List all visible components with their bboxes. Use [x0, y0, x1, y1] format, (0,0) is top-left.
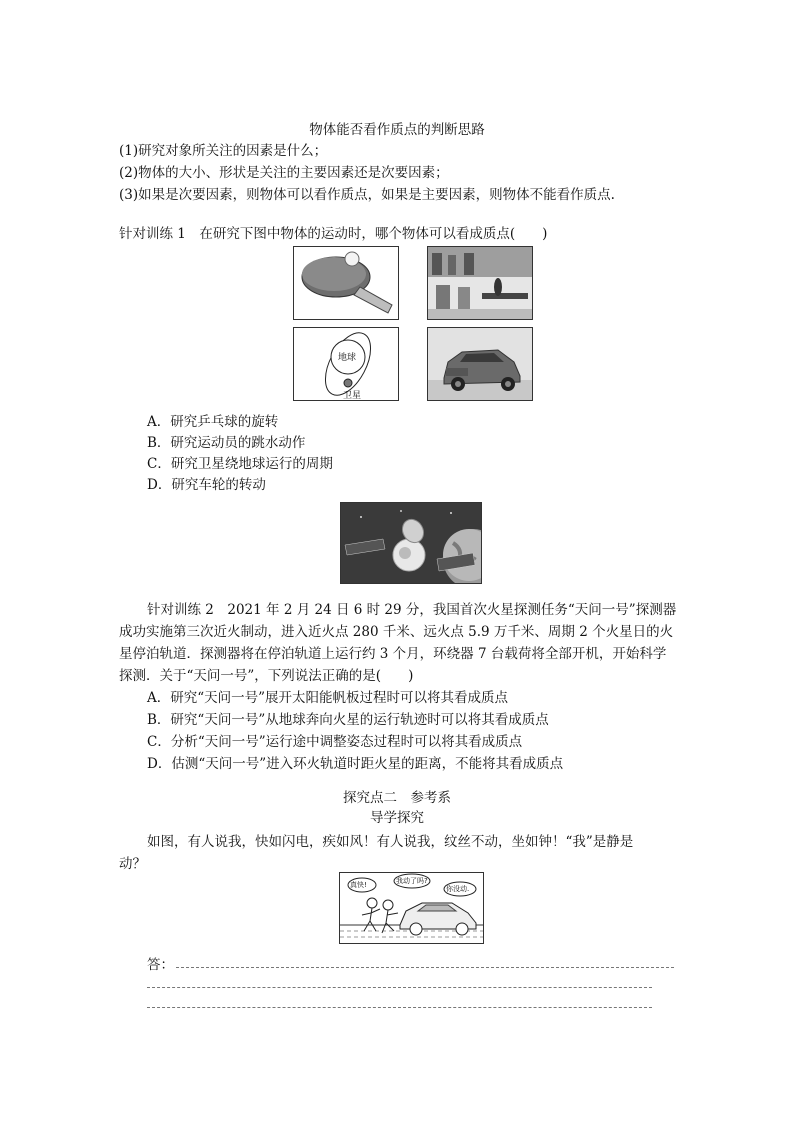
- q2-option-a: A．研究“天问一号”展开太阳能帆板过程时可以将其看成质点: [147, 690, 509, 706]
- q2-stem-line-1: 针对训练 2 2021 年 2 月 24 日 6 时 29 分，我国首次火星探测任务“天问一号”探测器: [147, 602, 677, 618]
- section-para-line-2: 动？: [119, 856, 146, 872]
- q2-option-c: C．分析“天问一号”运行途中调整姿态过程时可以将其看成质点: [147, 734, 523, 750]
- q1-option-b: B．研究运动员的跳水动作: [147, 435, 306, 451]
- tianwen-probe-photo: [340, 502, 482, 584]
- q2-option-d: D．估测“天问一号”进入环火轨道时距火星的距离，不能将其看成质点: [147, 756, 564, 772]
- tips-line-3: (3)如果是次要因素，则物体可以看作质点，如果是主要因素，则物体不能看作质点.: [119, 187, 615, 203]
- answer-label: 答：: [147, 957, 174, 973]
- tips-line-2: (2)物体的大小、形状是关注的主要因素还是次要因素；: [119, 165, 449, 181]
- pingpong-paddle-figure: [293, 246, 399, 320]
- q2-stem-line-3: 星停泊轨道．探测器将在停泊轨道上运行约 3 个月，环绕器 7 台载荷将全部开机，开始科学: [119, 646, 667, 662]
- answer-line-3[interactable]: [147, 1007, 652, 1008]
- car-photo: [427, 327, 533, 401]
- section-title: 探究点二 参考系: [343, 790, 451, 806]
- answer-line-1[interactable]: [176, 967, 674, 968]
- diving-photo: [427, 246, 533, 320]
- bubble-no-move: 你没动.: [446, 885, 470, 893]
- tips-title: 物体能否看作质点的判断思路: [309, 122, 485, 138]
- tips-line-1: (1)研究对象所关注的因素是什么；: [119, 143, 328, 159]
- q1-option-a: A．研究乒乓球的旋转: [147, 414, 279, 430]
- reference-frame-cartoon: [339, 872, 484, 944]
- satellite-label: 卫星: [343, 391, 362, 401]
- q1-stem: 针对训练 1 在研究下图中物体的运动时，哪个物体可以看成质点( ): [119, 226, 548, 242]
- q1-option-c: C．研究卫星绕地球运行的周期: [147, 456, 333, 472]
- earth-label: 地球: [338, 353, 357, 363]
- q2-stem-line-4: 探测．关于“天问一号”，下列说法正确的是( ): [119, 668, 414, 684]
- q1-option-d: D．研究车轮的转动: [147, 477, 266, 493]
- section-para-line-1: 如图，有人说我，快如闪电，疾如风！有人说我，纹丝不动，坐如钟！“我”是静是: [147, 834, 634, 850]
- earth-satellite-figure: [293, 327, 399, 401]
- section-subtitle: 导学探究: [370, 810, 424, 826]
- answer-line-2[interactable]: [147, 987, 652, 988]
- q2-option-b: B．研究“天问一号”从地球奔向火星的运行轨迹时可以将其看成质点: [147, 712, 549, 728]
- bubble-fast: 真快!: [350, 881, 367, 889]
- q2-stem-line-2: 成功实施第三次近火制动，进入近火点 280 千米、远火点 5.9 万千米、周期 2 个火星日的火: [119, 624, 674, 640]
- bubble-did-i-move: 我动了吗?: [396, 877, 428, 885]
